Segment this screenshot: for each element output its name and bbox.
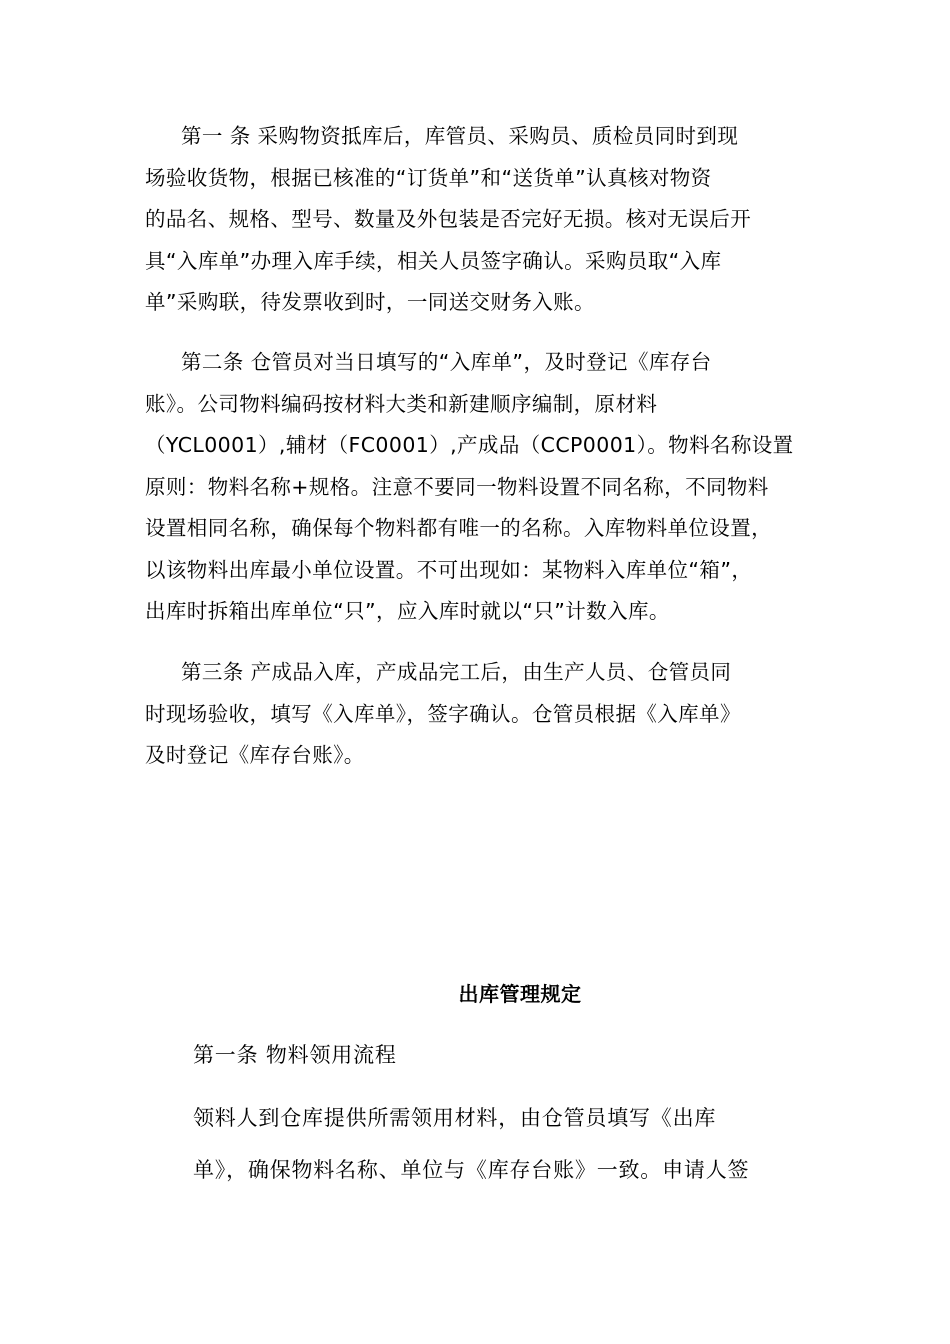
text-line: 的品名、规格、型号、数量及外包装是否完好无损。核对无误后开 xyxy=(145,207,752,231)
text-line: 账》。公司物料编码按材料大类和新建顺序编制，原材料 xyxy=(145,391,658,416)
text-line: 第一 条 采购物资抵库后，库管员、采购员、质检员同时到现 xyxy=(181,124,739,148)
text-line: 以该物料出库最小单位设置。不可出现如：某物料入库单位“箱”， xyxy=(145,557,753,582)
text-line: 设置相同名称，确保每个物料都有唯一的名称。入库物料单位设置， xyxy=(145,516,772,540)
outbound-article-1-heading xyxy=(193,1029,813,1081)
text-line: 出库时拆箱出库单位“只”，应入库时就以“只”计数入库。 xyxy=(145,599,670,623)
section-title: 出库管理规定 xyxy=(458,982,582,1006)
text-line: 场验收货物，根据已核准的“订货单”和“送货单”认真核对物资 xyxy=(145,165,712,190)
text-line: 单》，确保物料名称、单位与《库存台账》一致。申请人签 xyxy=(193,1158,750,1182)
intake-article-2 xyxy=(145,342,810,633)
text-line: 单”采购联，待发票收到时，一同送交财务入账。 xyxy=(145,290,595,314)
outbound-article-1-body xyxy=(193,1092,813,1196)
intake-article-1 xyxy=(145,116,810,324)
text-line: 原则：物料名称+规格。注意不要同一物料设置不同名称，不同物料 xyxy=(145,474,769,499)
text-line: 时现场验收，填写《入库单》，签字确认。仓管员根据《入库单》 xyxy=(145,701,741,726)
text-line: 第一条 物料领用流程 xyxy=(193,1043,397,1067)
text-line: 领料人到仓库提供所需领用材料，由仓管员填写《出库 xyxy=(193,1106,717,1130)
text-line: 具“入库单”办理入库手续，相关人员签字确认。采购员取“入库 xyxy=(145,248,722,273)
text-line: （YCL0001）,辅材（FC0001）,产成品（CCP0001）。物料名称设置 xyxy=(145,433,794,457)
text-line: 第三条 产成品入库，产成品完工后，由生产人员、仓管员同 xyxy=(181,660,732,684)
text-line: 第二条 仓管员对当日填写的“入库单”，及时登记《库存台 xyxy=(181,350,712,374)
text-line: 及时登记《库存台账》。 xyxy=(145,743,365,767)
intake-article-3 xyxy=(145,652,810,777)
